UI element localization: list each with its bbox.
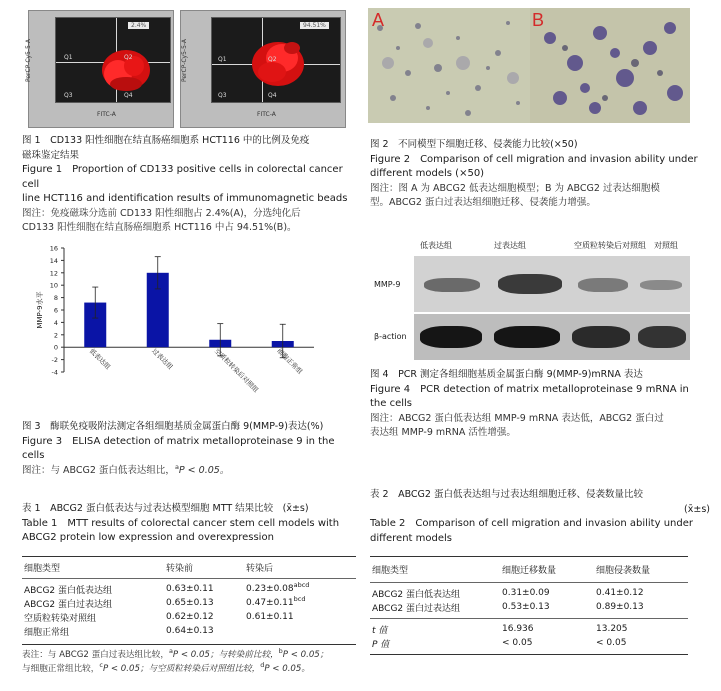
caption-en-line: Figure 3 ELISA detection of matrix metalloproteinase 9 in the cells <box>22 435 335 461</box>
caption-cn-line: 图 1 CD133 阳性细胞在结直肠癌细胞系 HCT116 中的比例及免疫 <box>22 135 310 146</box>
quadrant-q2: Q2 <box>124 54 133 61</box>
table-row <box>22 596 356 610</box>
table-header-cell: 细胞类型 <box>24 563 61 574</box>
table-header-cell: 转染后 <box>246 563 274 574</box>
lane-label: 低表达组 <box>420 241 452 250</box>
table-1-note <box>22 648 362 676</box>
table-cell: ABCG2 蛋白低表达组 <box>24 585 113 596</box>
table-top-rule <box>22 556 356 557</box>
flow-cluster-a <box>56 18 171 103</box>
table-1-rows <box>22 582 356 638</box>
caption-cn-line: 图 3 酶联免疫吸附法测定各组细胞基质金属蛋白酶 9(MMP-9)表达(%) <box>22 421 324 432</box>
table-title-cn: 表 1 ABCG2 蛋白低表达与过表达模型细胞 MTT 结果比较 (x̄±s) <box>22 503 309 514</box>
note-superscript: c <box>99 661 103 670</box>
caption-en-line: different models (×50) <box>370 168 485 179</box>
table-cell: 0.63±0.11 <box>166 584 214 594</box>
cell-value: 0.47±0.11 <box>246 598 294 608</box>
x-tick-label: 低表达组 <box>87 346 112 371</box>
figure-note-line: CD133 阳性细胞在结直肠癌细胞系 HCT116 中占 94.51%(B)。 <box>22 222 297 233</box>
table-2-stats <box>370 622 688 650</box>
micrograph-texture-a <box>368 8 530 123</box>
y-axis-label: MMP-9水平 <box>36 291 44 329</box>
y-tick-label: 14 <box>49 256 58 265</box>
table-row <box>22 610 356 624</box>
table-cell: 13.205 <box>596 624 628 634</box>
table-cell: 0.89±0.13 <box>596 602 644 612</box>
quadrant-q1: Q1 <box>218 56 227 63</box>
note-superscript: b <box>278 647 283 656</box>
gel-band <box>420 326 482 348</box>
note-text: 表注：与 ABCG2 蛋白过表达组比较， <box>22 650 169 660</box>
figure-1-caption <box>22 134 352 236</box>
gel-band <box>498 274 562 294</box>
note-superscript: a <box>168 647 173 656</box>
table-cell: 细胞正常组 <box>24 627 70 638</box>
percentage-label: 2.4% <box>128 22 149 29</box>
table-cell: 0.65±0.13 <box>166 598 214 608</box>
note-text: P < 0.05； <box>282 650 329 660</box>
table-header-cell: 细胞类型 <box>372 565 409 576</box>
gel-row-label: β-action <box>374 332 407 341</box>
y-axis-label: PerCP-Cy5-5-A <box>181 38 189 83</box>
cell-value: 0.23±0.08 <box>246 584 294 594</box>
note-text: P < 0.05；与空质粒转染后对照组比较， <box>102 664 261 674</box>
percentage-label: 94.51% <box>300 22 329 29</box>
table-row <box>370 586 688 600</box>
figure-note-line: 型。ABCG2 蛋白过表达组细胞迁移、侵袭能力增强。 <box>370 197 596 208</box>
x-tick-label: 空质粒转染后对照组 <box>212 346 260 394</box>
caption-en-line: the cells <box>370 398 413 409</box>
caption-cn-line: 磁珠鉴定结果 <box>22 149 80 161</box>
y-tick-label: 2 <box>53 331 58 340</box>
table-mid-rule <box>22 578 356 579</box>
gel-band <box>640 280 682 290</box>
table-header-cell: 细胞侵袭数量 <box>596 565 651 576</box>
table-cell: 空质粒转染对照组 <box>24 613 97 624</box>
table-row <box>370 622 688 636</box>
y-tick-label: 10 <box>49 281 58 290</box>
table-cell: 0.62±0.12 <box>166 612 214 622</box>
gel-lane-labels <box>370 240 700 254</box>
y-tick-label: 4 <box>53 318 58 327</box>
table-cell: P 值 <box>372 639 390 650</box>
table-cell: 0.64±0.13 <box>166 626 214 636</box>
figure-note-line: 图注：ABCG2 蛋白低表达组 MMP-9 mRNA 表达低，ABCG2 蛋白过 <box>370 412 664 424</box>
flow-plot-a <box>25 10 174 128</box>
y-tick-label: -4 <box>51 368 58 377</box>
figure-note-line: 图注：图 A 为 ABCG2 低表达细胞模型；B 为 ABCG2 过表达细胞模 <box>370 182 660 194</box>
y-axis-label: PerCP-Cy5-5-A <box>25 38 33 83</box>
figure-4-caption <box>370 368 710 441</box>
caption-en-line: Figure 4 PCR detection of matrix metalloproteinase 9 mRNA in <box>370 383 689 395</box>
table-note-line <box>22 648 362 662</box>
note-text: P < 0.05；与转染前比较， <box>172 650 279 660</box>
lane-label: 空质粒转染后对照组 <box>574 241 646 250</box>
quadrant-q3: Q3 <box>64 92 73 99</box>
table-bottom-rule <box>370 654 688 655</box>
table-title-cn: 表 2 ABCG2 蛋白低表达组与过表达组细胞迁移、侵袭数量比较 <box>370 489 643 500</box>
micrograph-texture-b <box>530 8 690 123</box>
quadrant-q4: Q4 <box>124 92 133 99</box>
table-cell: 0.31±0.09 <box>502 588 550 598</box>
x-axis-label: FITC-A <box>97 111 116 118</box>
gel-band <box>494 326 560 348</box>
caption-en-line: Figure 1 Proportion of CD133 positive cells in colorectal cancer cell <box>22 164 343 190</box>
note-superscript: a <box>174 462 179 471</box>
figure-3-caption <box>22 420 356 478</box>
table-title-en: Table 1 MTT results of colorectal cancer stem cell models with <box>22 517 340 529</box>
table-header-row <box>22 560 356 574</box>
y-tick-label: 6 <box>53 306 58 315</box>
gel-band <box>424 278 480 292</box>
quadrant-q4: Q4 <box>268 92 277 99</box>
gel-band <box>638 326 686 348</box>
table-row <box>22 624 356 638</box>
table-mid-rule <box>370 582 688 583</box>
note-text: 图注：与 ABCG2 蛋白低表达组比， <box>22 464 175 476</box>
caption-cn-line: 图 2 不同模型下细胞迁移、侵袭能力比较(×50) <box>370 139 578 150</box>
table-title-unit: (x̄±s) <box>684 503 710 515</box>
table-2-body <box>370 562 688 576</box>
table-note-line <box>22 662 362 676</box>
gel-actin-row <box>414 314 690 360</box>
table-title-en: ABCG2 protein low expression and overexpression <box>22 532 274 543</box>
table-cell: 0.53±0.13 <box>502 602 550 612</box>
table-2-rows <box>370 586 688 614</box>
table-row <box>22 582 356 596</box>
panel-label-a: A <box>372 10 385 30</box>
table-header-row <box>370 562 688 576</box>
figure-2-caption <box>370 138 710 211</box>
note-superscript: d <box>260 661 265 670</box>
table-header-cell: 转染前 <box>166 563 194 574</box>
table-cell <box>244 582 356 596</box>
lane-label: 对照组 <box>654 241 678 250</box>
caption-en-line: Figure 2 Comparison of cell migration and invasion ability under <box>370 153 698 165</box>
table-cell: < 0.05 <box>596 638 627 648</box>
y-tick-label: 12 <box>49 269 58 278</box>
cell-superscript: abcd <box>293 581 310 589</box>
cell-superscript: bcd <box>293 595 306 603</box>
table-stat-rule <box>370 618 688 619</box>
y-tick-label: 16 <box>49 244 58 253</box>
x-tick-label: 过表达组 <box>150 346 175 371</box>
micrograph-a <box>368 8 530 123</box>
table-2 <box>370 488 710 546</box>
table-cell: 0.41±0.12 <box>596 588 644 598</box>
table-cell: 0.61±0.11 <box>246 612 294 622</box>
table-cell: < 0.05 <box>502 638 533 648</box>
note-text: P < 0.05。 <box>264 664 310 674</box>
y-tick-label: -2 <box>51 356 58 365</box>
figure-note-line: 图注：免疫磁珠分选前 CD133 阳性细胞占 2.4%(A)，分选纯化后 <box>22 207 301 219</box>
table-cell: ABCG2 蛋白过表达组 <box>372 603 461 614</box>
note-text: P < 0.05。 <box>178 464 230 476</box>
caption-en-line: line HCT116 and identification results of immunomagnetic beads <box>22 193 348 204</box>
quadrant-q3: Q3 <box>218 92 227 99</box>
table-bottom-rule <box>22 644 356 645</box>
table-title-en: different models <box>370 532 452 544</box>
gel-band <box>578 278 628 292</box>
quadrant-q2: Q2 <box>268 56 277 63</box>
caption-cn-line: 图 4 PCR 测定各组细胞基质金属蛋白酶 9(MMP-9)mRNA 表达 <box>370 369 643 380</box>
gel-band <box>572 326 630 348</box>
mmp9-bar-chart <box>24 240 344 410</box>
lane-label: 过表达组 <box>494 241 526 250</box>
figure-3-chart <box>24 240 344 410</box>
figure-note-line <box>22 464 356 479</box>
gel-row-label: MMP-9 <box>374 280 401 289</box>
flow-plot-b <box>180 10 346 128</box>
table-cell: t 值 <box>372 625 388 636</box>
gel-mmp9-row <box>414 256 690 312</box>
table-cell: 16.936 <box>502 624 534 634</box>
table-top-rule <box>370 556 688 557</box>
table-cell <box>244 624 356 638</box>
table-1-body <box>22 560 356 574</box>
table-cell: ABCG2 蛋白过表达组 <box>24 599 113 610</box>
note-text: 与细胞正常组比较， <box>22 664 100 674</box>
figure-note-line: 表达组 MMP-9 mRNA 活性增强。 <box>370 427 516 438</box>
micrograph-b <box>530 8 690 123</box>
x-tick-label: 细胞正常组 <box>275 346 304 376</box>
y-tick-label: 0 <box>53 343 58 352</box>
quadrant-q1: Q1 <box>64 54 73 61</box>
table-row <box>370 600 688 614</box>
table-cell <box>244 596 356 610</box>
table-title-en: Table 2 Comparison of cell migration and invasion ability under <box>370 518 693 529</box>
y-tick-label: 8 <box>53 294 58 303</box>
table-row <box>370 636 688 650</box>
table-cell: ABCG2 蛋白低表达组 <box>372 589 461 600</box>
table-header-cell: 细胞迁移数量 <box>502 565 557 576</box>
x-axis-label: FITC-A <box>257 111 276 118</box>
panel-label-b: B <box>532 10 545 30</box>
table-1 <box>22 502 356 546</box>
